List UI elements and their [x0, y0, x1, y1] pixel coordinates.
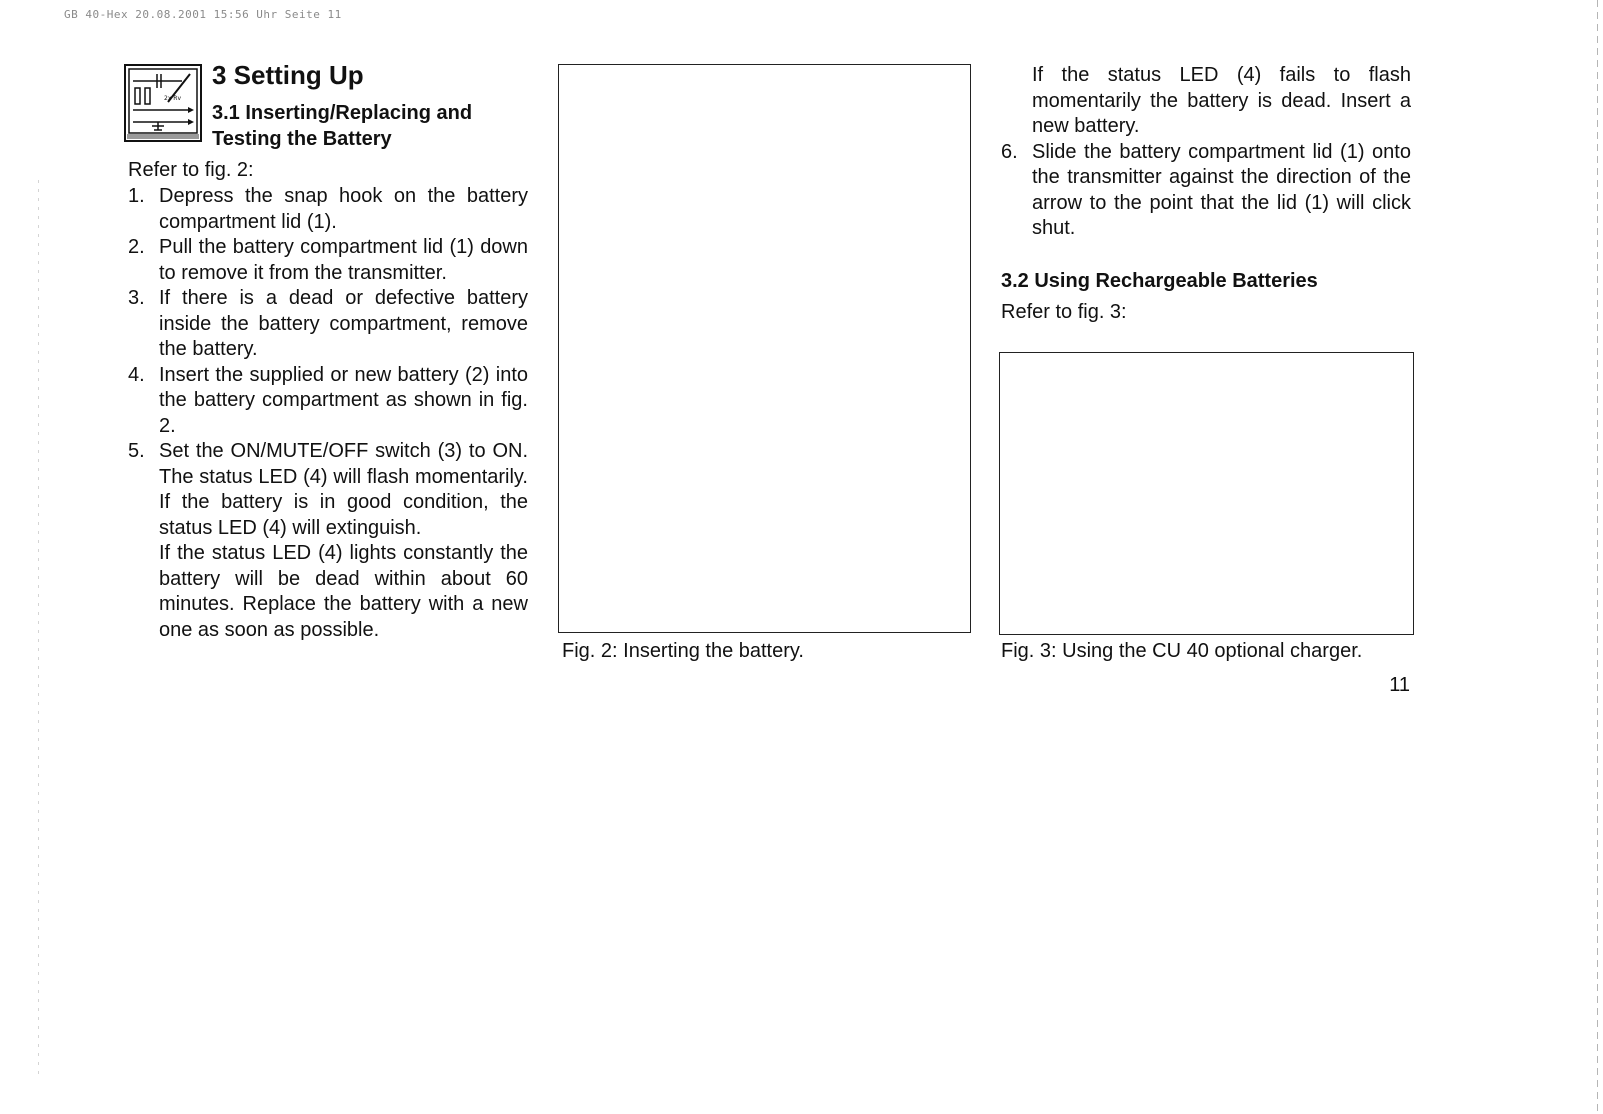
step-number: 3.: [128, 287, 145, 309]
step-text: Set the ON/MUTE/OFF switch (3) to ON. The status LED (4) will flash momentarily. If the battery is in good condition, the status LED (4) will extinguish.: [159, 440, 528, 539]
step-text: Depress the snap hook on the battery compartment lid (1).: [159, 185, 528, 233]
circuit-diagram-icon: [124, 64, 202, 142]
step-text: If there is a dead or defective battery inside the battery compartment, remove the battery.: [159, 287, 528, 360]
figure-2-caption: Fig. 2: Inserting the battery.: [562, 640, 804, 662]
scan-left-edge: [38, 180, 39, 1080]
step-number: 6.: [1001, 140, 1018, 163]
subsection-title-3-1: 3.1 Inserting/Replacing and Testing the Battery: [212, 102, 473, 150]
figure-3-caption: Fig. 3: Using the CU 40 optional charger.: [1001, 640, 1363, 662]
icon-label: 2x Rv: [164, 95, 181, 102]
step-text: Insert the supplied or new battery (2) into the battery compartment as shown in fig. 2.: [159, 363, 528, 437]
subsection-title-3-2: 3.2 Using Rechargeable Batteries: [1001, 270, 1318, 292]
step-number: 5.: [128, 440, 145, 462]
figure-2-image: [558, 64, 971, 633]
scan-header: GB 40-Hex 20.08.2001 15:56 Uhr Seite 11: [64, 8, 342, 21]
list-item: [128, 286, 528, 363]
list-item: [128, 184, 528, 235]
list-item: [1001, 140, 1411, 242]
list-item: [128, 439, 528, 643]
step-number: 2.: [128, 236, 145, 258]
steps-list-right: [1001, 63, 1411, 242]
step-text: Pull the battery compartment lid (1) down to remove it from the transmitter.: [159, 236, 528, 284]
list-item: [128, 235, 528, 286]
step-text-continued: If the status LED (4) lights constantly the battery will be dead within about 60 minutes. Replace the battery with a new one as soon as possible.: [159, 542, 528, 641]
scan-edge-line: [1597, 0, 1598, 1114]
step-number: 1.: [128, 185, 145, 207]
step-5-text-continued: If the status LED (4) fails to flash momentarily the battery is dead. Insert a new battery.: [1032, 64, 1411, 137]
refer-fig-2: Refer to fig. 2:: [128, 159, 254, 181]
figure-3-image: [999, 352, 1414, 635]
step-number: 4.: [128, 363, 145, 386]
section-title: 3 Setting Up: [212, 60, 364, 90]
list-item: [1001, 63, 1411, 140]
step-text: Slide the battery compartment lid (1) onto the transmitter against the direction of the arrow to the point that the lid (1) will click shut.: [1032, 140, 1411, 239]
list-item: [128, 363, 528, 440]
refer-fig-3: Refer to fig. 3:: [1001, 301, 1127, 323]
page-number: 11: [1389, 674, 1410, 696]
steps-list-left: [128, 184, 528, 643]
